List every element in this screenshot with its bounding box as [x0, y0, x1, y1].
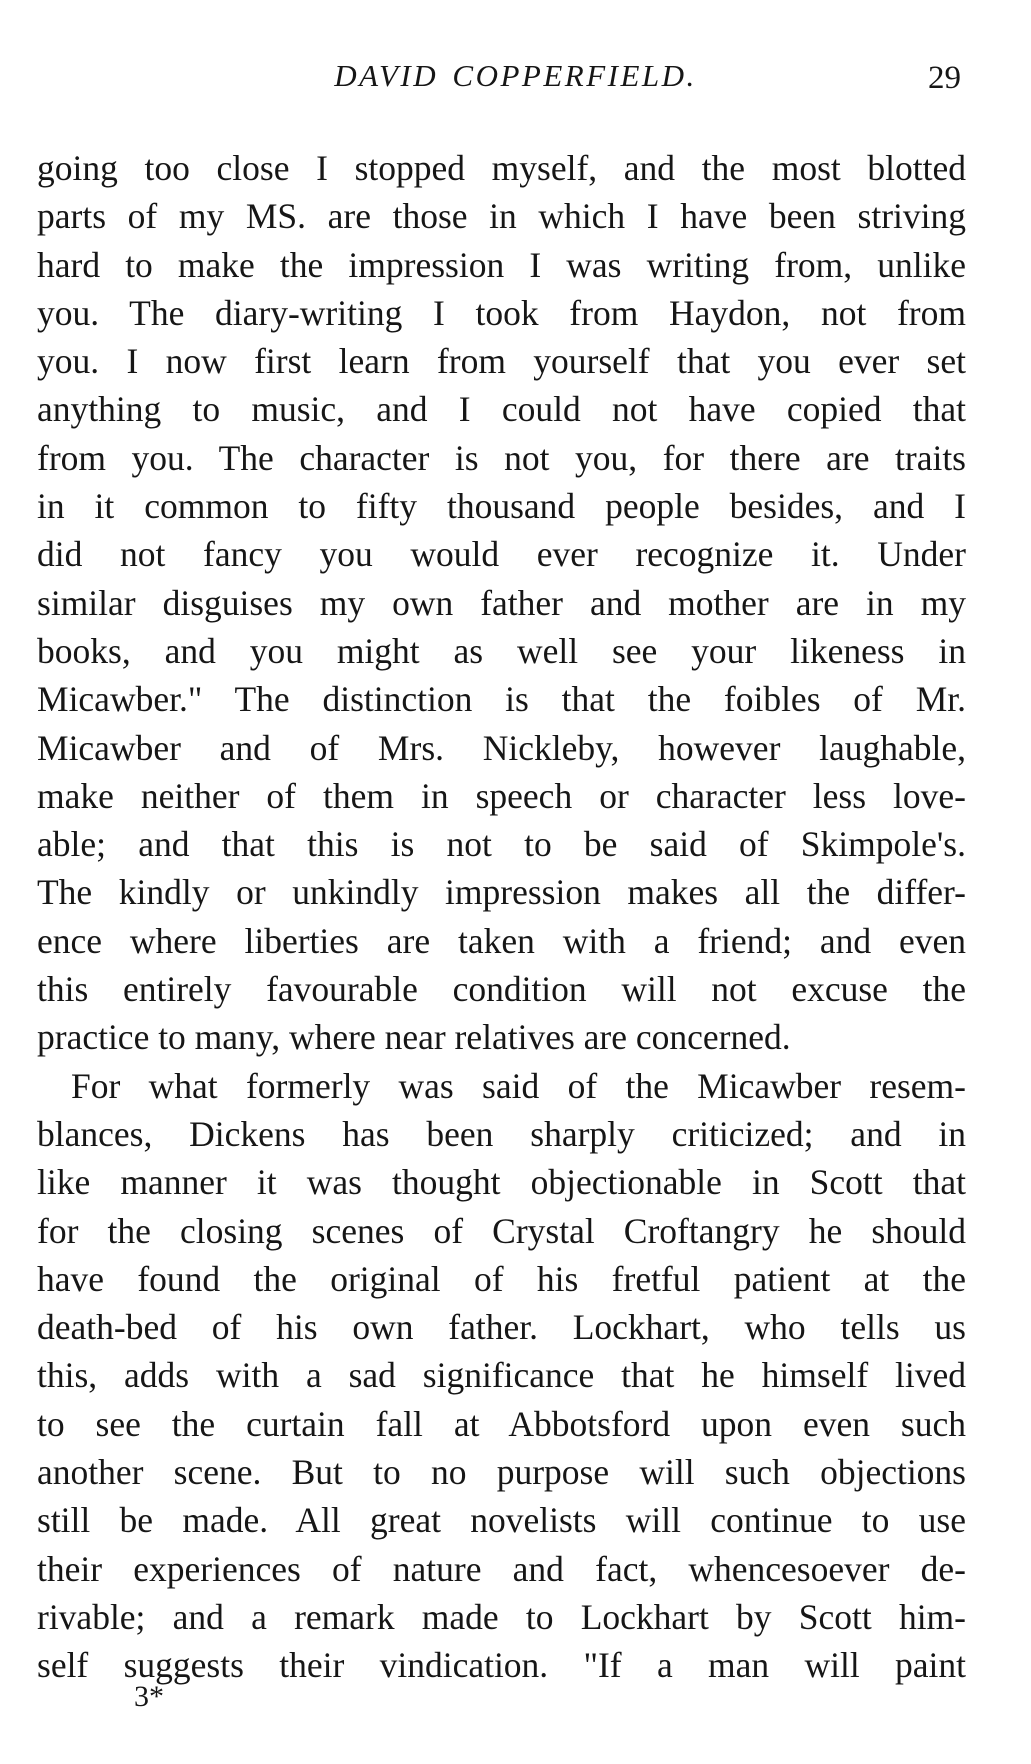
text-line: from you. The character is not you, for there are traits — [37, 437, 966, 478]
text-line: ence where liberties are taken with a friend; and even — [37, 920, 966, 961]
text-line: The kindly or unkindly impression makes all the differ- — [37, 872, 966, 913]
text-line: did not fancy you would ever recognize it. Under — [37, 534, 966, 575]
text-line: still be made. All great novelists will continue to use — [37, 1500, 966, 1541]
text-line: this, adds with a sad significance that he himself lived — [37, 1355, 966, 1396]
text-line: like manner it was thought objectionable in Scott that — [37, 1162, 966, 1203]
text-line: practice to many, where near relatives are concerned. — [37, 1017, 791, 1058]
text-line: books, and you might as well see your likeness in — [37, 630, 966, 671]
text-line: you. The diary-writing I took from Haydon, not from — [37, 292, 966, 333]
text-line: make neither of them in speech or character less love- — [37, 775, 966, 816]
text-line: rivable; and a remark made to Lockhart by Scott him- — [37, 1596, 966, 1637]
signature-mark: 3* — [134, 1680, 164, 1713]
text-line: hard to make the impression I was writing from, unlike — [37, 244, 966, 285]
text-line: able; and that this is not to be said of Skimpole's. — [37, 824, 966, 865]
page-number: 29 — [928, 60, 961, 96]
text-line: in it common to fifty thousand people besides, and I — [37, 486, 966, 527]
text-line: have found the original of his fretful patient at the — [37, 1258, 966, 1299]
text-line: anything to music, and I could not have copied that — [37, 389, 966, 430]
text-line: self suggests their vindication. "If a man will paint — [37, 1645, 966, 1686]
text-line: similar disguises my own father and mother are in my — [37, 582, 966, 623]
text-line: going too close I stopped myself, and the most blotted — [37, 148, 966, 188]
text-line: Micawber." The distinction is that the foibles of Mr. — [37, 679, 966, 720]
running-head — [0, 58, 1031, 108]
text-line: For what formerly was said of the Micawber resem- — [71, 1065, 966, 1106]
text-line: to see the curtain fall at Abbotsford upon even such — [37, 1403, 966, 1444]
running-title: DAVID COPPERFIELD. — [334, 58, 697, 93]
text-line: Micawber and of Mrs. Nickleby, however laughable, — [37, 727, 966, 768]
text-line: their experiences of nature and fact, whencesoever de- — [37, 1548, 966, 1589]
text-line: death-bed of his own father. Lockhart, who tells us — [37, 1307, 966, 1348]
text-line: for the closing scenes of Crystal Croftangry he should — [37, 1210, 966, 1251]
text-line: parts of my MS. are those in which I have been striving — [37, 196, 966, 237]
text-line: another scene. But to no purpose will such objections — [37, 1452, 966, 1493]
text-line: you. I now first learn from yourself that you ever set — [37, 341, 966, 382]
text-line: this entirely favourable condition will not excuse the — [37, 969, 966, 1010]
body-text — [37, 144, 966, 1690]
text-line: blances, Dickens has been sharply criticized; and in — [37, 1113, 966, 1154]
